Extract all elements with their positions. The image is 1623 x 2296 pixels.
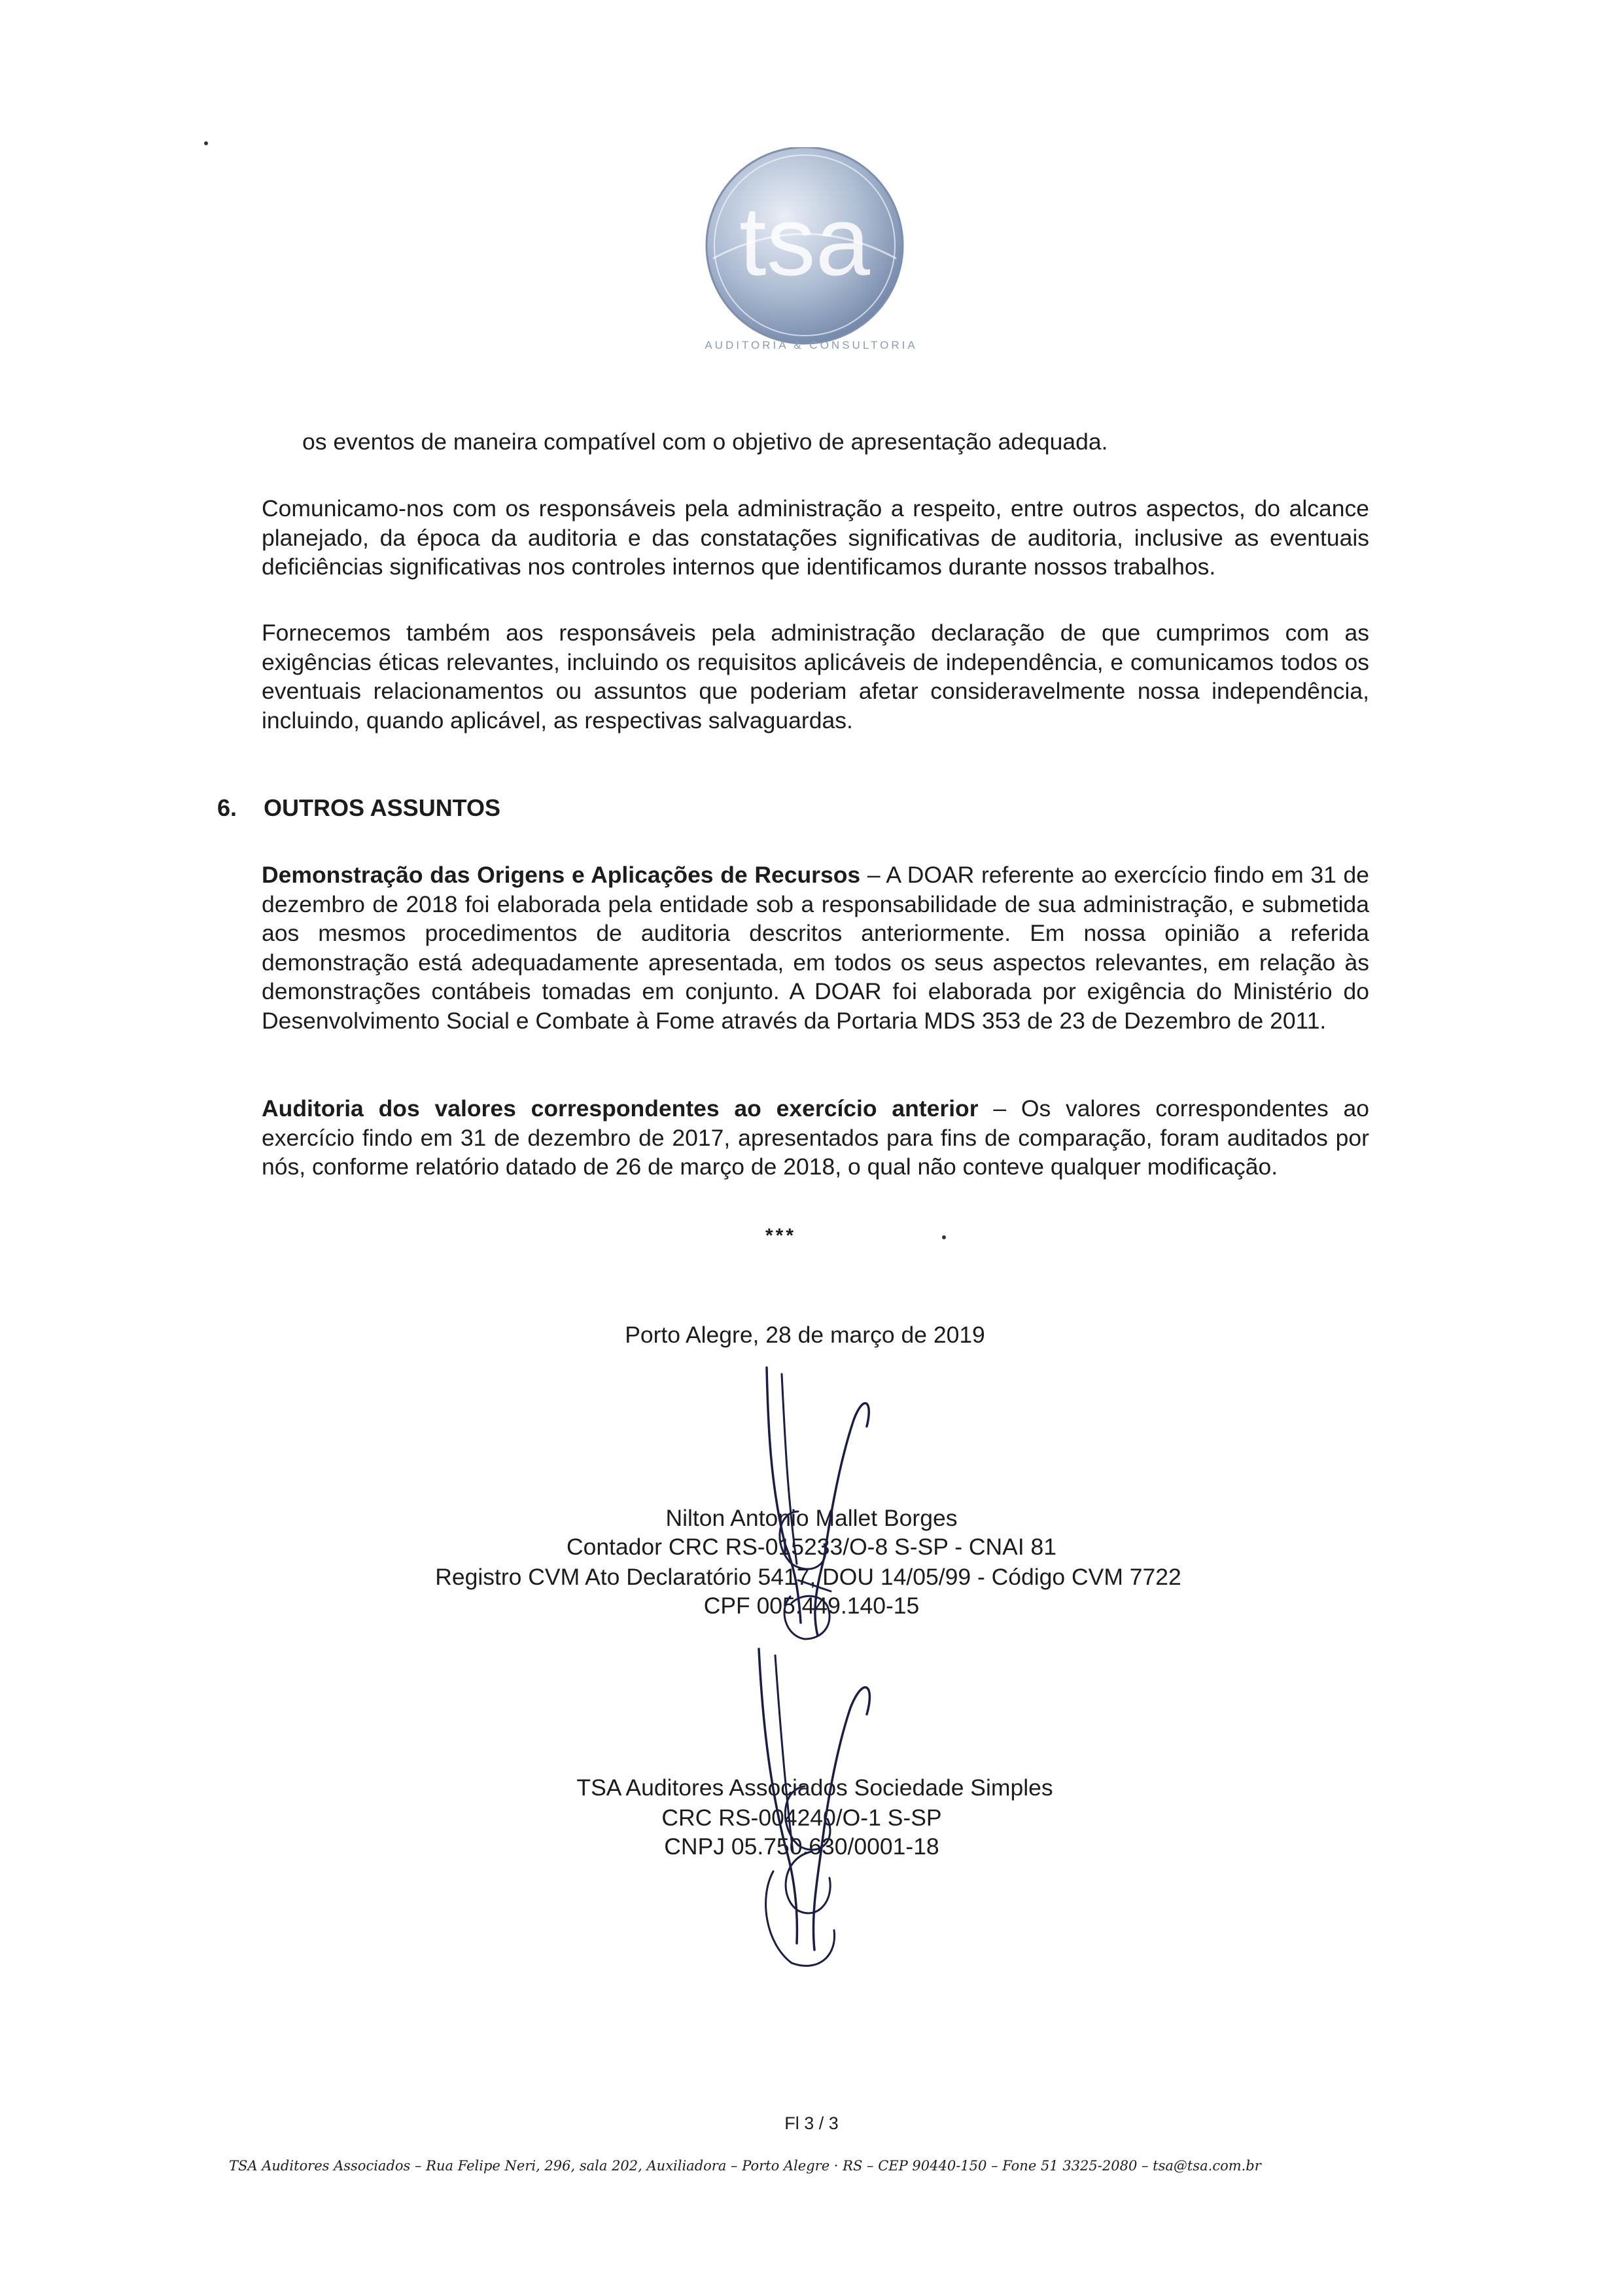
paragraph-doar [262, 860, 1369, 1035]
page-number: Fl 3 / 3 [784, 2113, 839, 2133]
prior-body: – Os valores correspondentes ao exercício findo em 31 de dezembro de 2017, apresentados para fins de comparação, foram auditados por nós, conforme relatório datado de 26 de março de 2018, o qual não conteve qualquer modificação. [262, 1095, 1369, 1180]
signer2-crc: CRC RS-004240/O-1 S-SP [661, 1805, 942, 1831]
logo-caption: AUDITORIA & CONSULTORIA [705, 339, 918, 351]
signer1-cpf: CPF 005.449.140-15 [703, 1593, 920, 1619]
signer1-cvm: Registro CVM Ato Declaratório 5417, DOU 14/05/99 - Código CVM 7722 [435, 1564, 1181, 1590]
signer1-name: Nilton Antonio Mallet Borges [665, 1505, 958, 1531]
section-number: 6. [217, 794, 237, 821]
scan-speck [942, 1235, 946, 1239]
paragraph-prior-year [262, 1094, 1369, 1182]
logo-mark-text: tsa [739, 186, 871, 296]
doar-body: – A DOAR referente ao exercício findo em 31 de dezembro de 2018 foi elaborada pela entidade sob a responsabilidade de sua administração, e submetida aos mesmos procedimentos de auditoria descritos anteriormente. Em nossa opinião a referida demonstração está adequadamente apresentada, em todos os seus aspectos relevantes, em relação às demonstrações contábeis tomadas em conjunto. A DOAR foi elaborada por exigência do Ministério do Desenvolvimento Social e Combate à Fome através da Portaria MDS 353 de 23 de Dezembro de 2011. [262, 862, 1369, 1034]
signer2-cnpj: CNPJ 05.750.630/0001-18 [664, 1833, 939, 1860]
prior-heading: Auditoria dos valores correspondentes ao exercício anterior [262, 1095, 979, 1122]
paragraph-communication: Comunicamo-nos com os responsáveis pela administração a respeito, entre outros aspectos, do alcance planejado, da época da auditoria e das constatações significativas de auditoria, inclusive as eventuais deficiências significativas nos controles internos que identificamos durante nossos trabalhos. [262, 495, 1369, 580]
place-date: Porto Alegre, 28 de março de 2019 [625, 1322, 985, 1348]
scan-speck [204, 141, 208, 145]
paragraph-independence: Fornecemos também aos responsáveis pela administração declaração de que cumprimos com as exigências éticas relevantes, incluindo os requisitos aplicáveis de independência, e comunicamos todos os eventuais relacionamentos ou assuntos que poderiam afetar consideravelmente nossa independência, incluindo, quando aplicável, as respectivas salvaguardas. [262, 620, 1369, 733]
signer2-name: TSA Auditores Associados Sociedade Simples [576, 1775, 1053, 1801]
section-title: OUTROS ASSUNTOS [264, 794, 501, 821]
separator-stars: *** [765, 1225, 797, 1246]
doar-heading: Demonstração das Origens e Aplicações de Recursos [262, 862, 861, 888]
signer1-crc: Contador CRC RS-015233/O-8 S-SP - CNAI 81 [566, 1534, 1057, 1560]
footer-address: TSA Auditores Associados – Rua Felipe Neri, 296, sala 202, Auxiliadora – Porto Alegre · RS – CEP 90440-150 – Fone 51 3325-2080 – tsa@tsa.com.br [229, 2158, 1261, 2174]
paragraph-continuation: os eventos de maneira compatível com o objetivo de apresentação adequada. [302, 429, 1108, 455]
